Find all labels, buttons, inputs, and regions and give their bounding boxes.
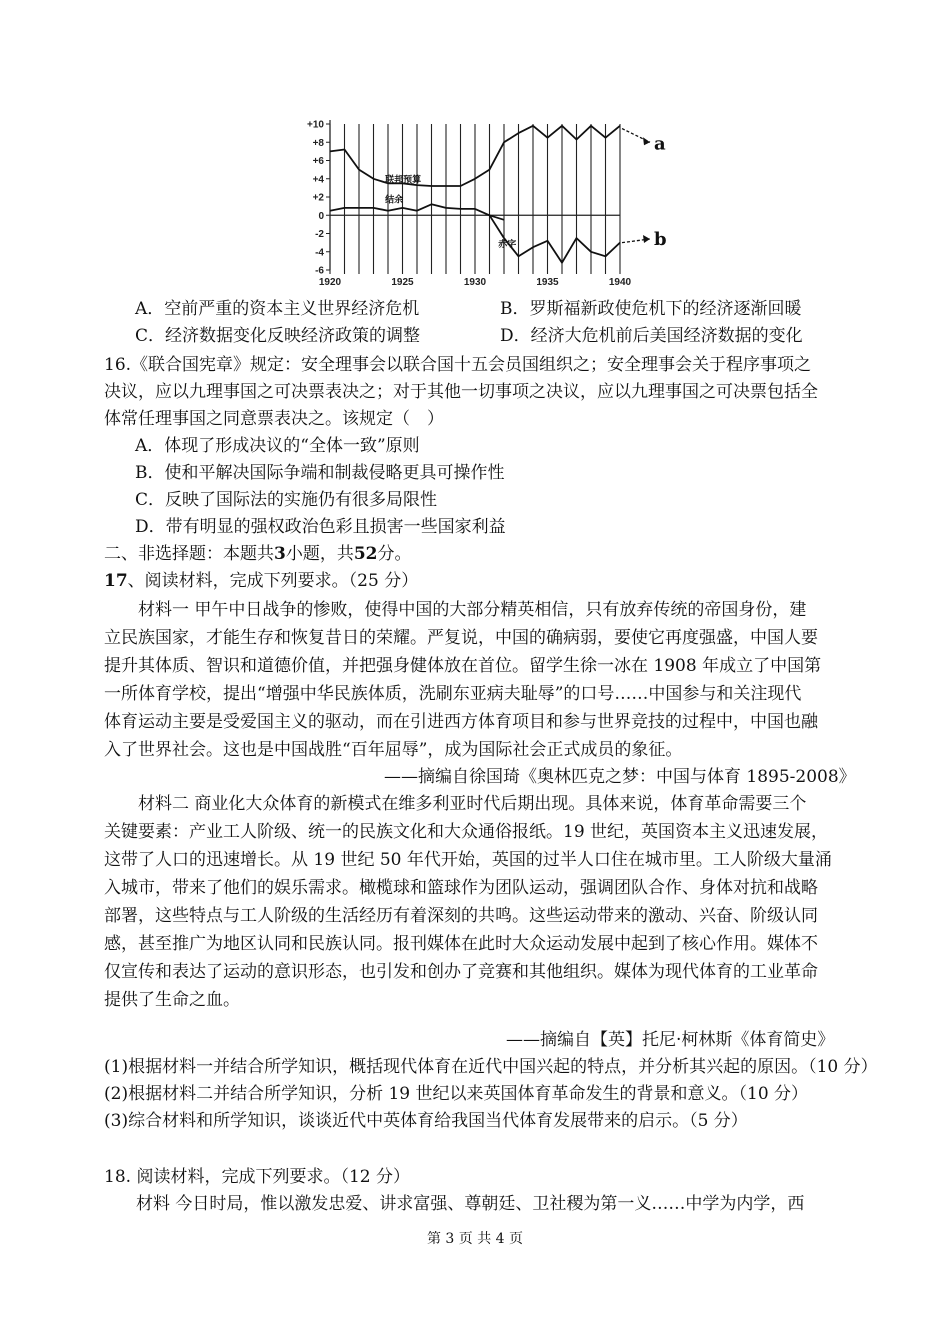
x-tick-label: 1925 [391,277,414,288]
y-tick-label: +8 [312,137,324,149]
q16-stem-line-1: 16.《联合国宪章》规定：安全理事会以联合国十五会员国组织之；安全理事会关于程序事项之 [104,355,812,375]
section-2-post: 分。 [377,544,412,564]
material-1-line: 一所体育学校，提出“增强中华民族体质，洗刷东亚病夫耻辱”的口号……中国参与和关注现代 [104,684,802,704]
material-2-line: 关键要素：产业工人阶级、统一的民族文化和大众通俗报纸。19 世纪，英国资本主义迅速发展， [104,822,829,842]
q16-stem-line-2: 决议，应以九理事国之可决票表决之；对于其他一切事项之决议，应以九理事国之可决票包括全 [104,382,818,402]
material-2-line: 提供了生命之血。 [104,990,240,1010]
material-1-line: 提升其体质、智识和道德价值，并把强身健体放在首位。留学生徐一冰在 1908 年成立了中国第 [104,656,822,676]
chart-y-ticks [307,120,330,277]
chart-annotations [384,129,666,251]
material-2-source: ——摘编自【英】托尼·柯林斯《体育简史》 [506,1030,835,1050]
material-2-line: 这带了人口的迅速增长。从 19 世纪 50 年代开始，英国的过半人口住在城市里。工人阶级大量涌 [104,850,832,870]
chart-x-ticks [319,277,632,288]
q16-option-a[interactable]: A．体现了形成决议的“全体一致”原则 [135,436,420,456]
material-2-line: 部署，这些特点与工人阶级的生活经历有着深刻的共鸣。这些运动带来的激动、兴奋、阶级认同 [104,906,818,926]
q17-sub-question-2: (2)根据材料二并结合所学知识，分析 19 世纪以来英国体育革命发生的背景和意义。（10 分） [104,1084,809,1104]
y-tick-label: -2 [315,229,324,240]
material-1-line: 体育运动主要是受爱国主义的驱动，而在引进西方体育项目和参与世界竞技的过程中，中国也融 [104,712,818,732]
q16-option-d[interactable]: D．带有明显的强权政治色彩且损害一些国家利益 [135,517,506,537]
material-2-line: 仅宣传和表达了运动的意识形态，也引发和创办了竞赛和其他组织。媒体为现代体育的工业革命 [104,962,818,982]
material-1-line: 材料一 甲午中日战争的惨败，使得中国的大部分精英相信，只有放弃传统的帝国身份，建 [138,600,807,620]
x-tick-label: 1930 [463,277,487,288]
label-a: a [654,133,666,155]
y-tick-label: -6 [315,265,324,277]
q18-title: 18. 阅读材料，完成下列要求。（12 分） [104,1167,410,1187]
budget-chart [290,110,670,290]
section-2-mid: 小题，共 [285,544,354,564]
arrow-a-head [643,137,650,145]
q17-sub-question-3: (3)综合材料和所学知识，谈谈近代中英体育给我国当代体育发展带来的启示。（5 分） [104,1111,748,1131]
q17-number: 17 [104,571,128,591]
material-2-line: 材料二 商业化大众体育的新模式在维多利亚时代后期出现。具体来说，体育革命需要三个 [138,794,807,814]
q15-option-a[interactable]: A．空前严重的资本主义世界经济危机 [135,299,420,319]
section-2-heading [104,541,412,567]
label-b: b [654,228,667,250]
section-2-count: 3 [274,544,286,564]
q18-material-line: 材料 今日时局，惟以激发忠爱、讲求富强、尊朝廷、卫社稷为第一义……中学为内学，西 [136,1194,805,1214]
y-tick-label: +2 [312,192,324,204]
section-2-score: 52 [353,544,378,564]
chart-vertical-gridlines [330,124,620,274]
q16-option-c[interactable]: C．反映了国际法的实施仍有很多局限性 [135,490,438,510]
material-2-line: 感，甚至推广为地区认同和民族认同。报刊媒体在此时大众运动发展中起到了核心作用。媒体不 [104,934,818,954]
budget-label: 联邦预算 [385,175,422,186]
deficit-label: 赤字 [498,240,517,251]
material-2-line: 入城市，带来了他们的娱乐需求。橄榄球和篮球作为团队运动，强调团队合作、身体对抗和战略 [104,878,818,898]
surplus-label: 结余 [385,195,404,206]
q17-material-2 [104,790,864,1014]
arrow-b-head [643,235,650,243]
x-tick-label: 1940 [608,277,632,288]
q17-title [104,568,418,594]
y-tick-label: +4 [312,174,324,186]
x-tick-label: 1920 [318,277,342,288]
y-tick-label: +10 [307,119,324,131]
q17-sub-question-1: (1)根据材料一并结合所学知识，概括现代体育在近代中国兴起的特点，并分析其兴起的原因。（10 分） [104,1057,878,1077]
q15-option-c[interactable]: C．经济数据变化反映经济政策的调整 [135,326,421,346]
series-line [490,215,621,262]
q15-option-b[interactable]: B．罗斯福新政使危机下的经济逐渐回暖 [500,299,802,319]
section-2-pre: 二、非选择题：本题共 [104,544,274,564]
q17-title-text: 、阅读材料，完成下列要求。（25 分） [127,571,419,591]
material-1-line: 立民族国家，才能生存和恢复昔日的荣耀。严复说，中国的确病弱，要使它再度强盛，中国人要 [104,628,818,648]
page-footer: 第 3 页 共 4 页 [426,1231,524,1247]
material-1-line: 入了世界社会。这也是中国战胜“百年屈辱”，成为国际社会正式成员的象征。 [104,740,683,760]
y-tick-label: +6 [312,156,324,167]
y-tick-label: 0 [318,210,324,222]
q16-stem-line-3: 体常任理事国之同意票表决之。该规定（ ） [104,409,444,429]
q15-option-d[interactable]: D．经济大危机前后美国经济数据的变化 [500,326,803,346]
material-1-source: ——摘编自徐国琦《奥林匹克之梦：中国与体育 1895-2008》 [384,767,856,787]
x-tick-label: 1935 [536,277,559,288]
q17-material-1 [104,596,864,764]
y-tick-label: -4 [315,247,324,259]
q16-option-b[interactable]: B．使和平解决国际争端和制裁侵略更具可操作性 [135,463,505,483]
